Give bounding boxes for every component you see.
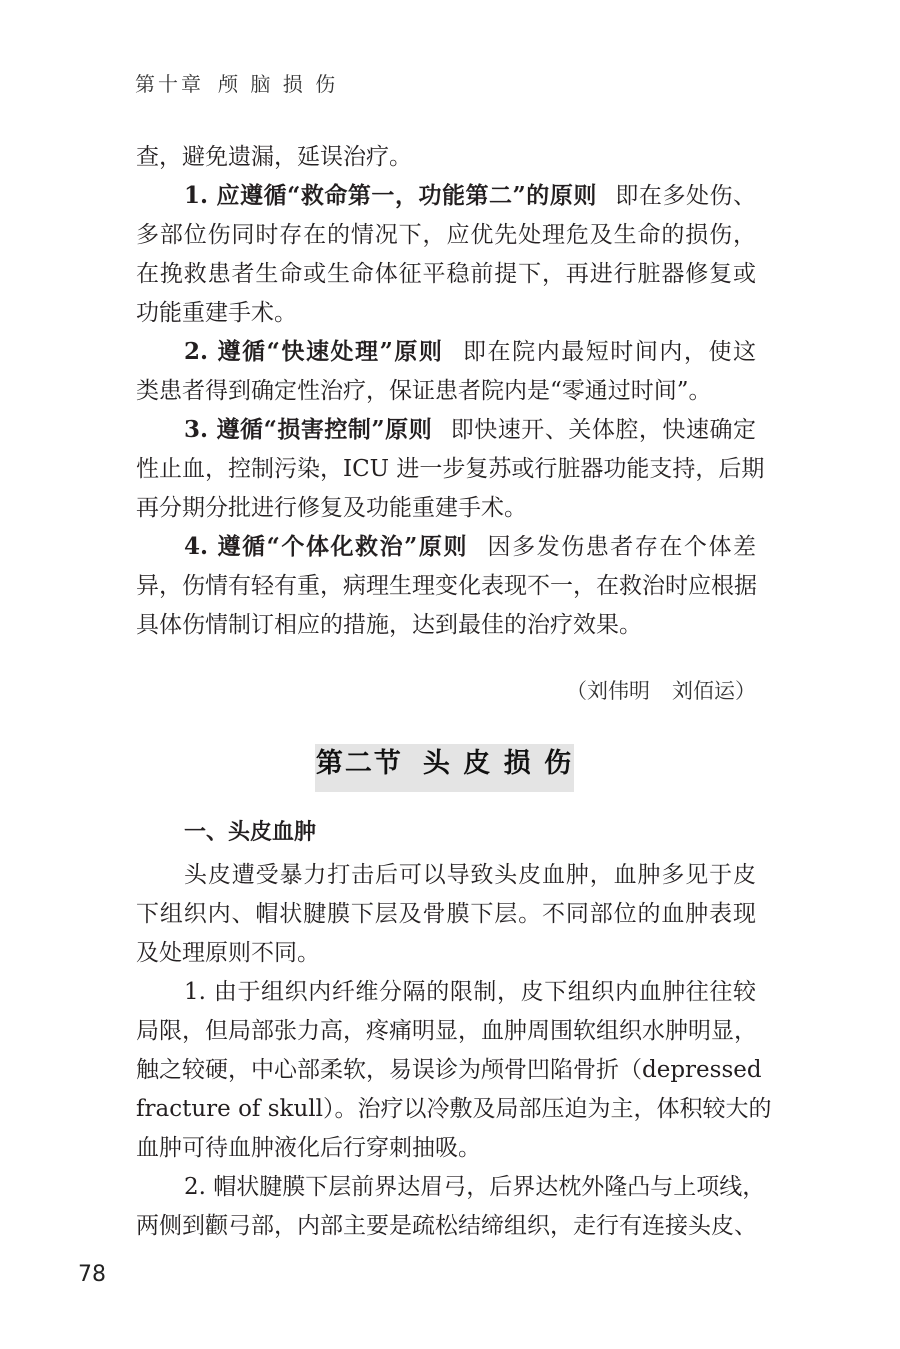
principle-3-line-3: 再分期分批进行修复及功能重建手术。 bbox=[136, 495, 527, 521]
authors-close-paren: ） bbox=[735, 679, 756, 703]
intro-line-1: 头皮遭受暴力打击后可以导致头皮血肿，血肿多见于皮 bbox=[184, 862, 756, 888]
principle-1-line-1 bbox=[184, 181, 756, 211]
item-1-line-1: 1. 由于组织内纤维分隔的限制，皮下组织内血肿往往较 bbox=[184, 979, 756, 1005]
section-name: 头 皮 损 伤 bbox=[422, 748, 574, 779]
principle-4-line-1 bbox=[184, 532, 756, 562]
authors-open-paren: （ bbox=[566, 679, 587, 703]
principle-1-heading: 1. 应遵循“救命第一，功能第二”的原则 bbox=[184, 182, 597, 209]
intro-line-3: 及处理原则不同。 bbox=[136, 940, 320, 966]
principle-1-text: 即在多处伤、 bbox=[614, 183, 757, 209]
item-1-line-5: 血肿可待血肿液化后行穿刺抽吸。 bbox=[136, 1135, 481, 1161]
principle-4-line-2: 异，伤情有轻有重，病理生理变化表现不一，在救治时应根据 bbox=[136, 573, 757, 599]
paragraph-continuation: 查，避免遗漏，延误治疗。 bbox=[136, 144, 412, 170]
running-head-title: 颅 脑 损 伤 bbox=[218, 72, 339, 96]
principle-1-line-3: 在挽救患者生命或生命体征平稳前提下，再进行脏器修复或 bbox=[136, 261, 756, 287]
principle-3-line-1 bbox=[184, 415, 756, 445]
running-head bbox=[135, 68, 338, 97]
principle-4-line-3: 具体伤情制订相应的措施，达到最佳的治疗效果。 bbox=[136, 612, 642, 638]
principle-2-line-2: 类患者得到确定性治疗，保证患者院内是“零通过时间”。 bbox=[136, 378, 712, 404]
principle-3-text: 即快速开、关体腔，快速确定 bbox=[450, 417, 756, 443]
author-name: 刘伟明 bbox=[587, 679, 650, 703]
subsection-heading: 一、头皮血肿 bbox=[184, 820, 317, 845]
principle-2-text: 即在院内最短时间内，使这 bbox=[461, 339, 756, 365]
item-2-line-1: 2. 帽状腱膜下层前界达眉弓，后界达枕外隆凸与上项线， bbox=[184, 1174, 766, 1200]
intro-line-2: 下组织内、帽状腱膜下层及骨膜下层。不同部位的血肿表现 bbox=[136, 901, 756, 927]
section-title bbox=[315, 744, 574, 784]
principle-4-heading: 4. 遵循“个体化救治”原则 bbox=[184, 533, 469, 560]
principle-2-heading: 2. 遵循“快速处理”原则 bbox=[184, 338, 444, 365]
principle-1-line-2: 多部位伤同时存在的情况下，应优先处理危及生命的损伤， bbox=[136, 222, 756, 248]
running-head-chapter: 第十章 bbox=[135, 72, 204, 96]
principle-2-line-1 bbox=[184, 337, 756, 367]
section-number: 第二节 bbox=[315, 748, 403, 779]
item-1-line-4: fracture of skull）。治疗以冷敷及局部压迫为主，体积较大的 bbox=[136, 1096, 772, 1122]
principle-3-line-2: 性止血，控制污染，ICU 进一步复苏或行脏器功能支持，后期 bbox=[136, 456, 765, 482]
item-1-line-3: 触之较硬，中心部柔软，易误诊为颅骨凹陷骨折（depressed bbox=[136, 1057, 762, 1083]
author-name: 刘佰运 bbox=[672, 679, 735, 703]
item-1-line-2: 局限，但局部张力高，疼痛明显，血肿周围软组织水肿明显， bbox=[136, 1018, 757, 1044]
principle-3-heading: 3. 遵循“损害控制”原则 bbox=[184, 416, 433, 443]
principle-4-text: 因多发伤患者存在个体差 bbox=[486, 534, 757, 560]
section-authors bbox=[566, 675, 756, 705]
principle-1-line-4: 功能重建手术。 bbox=[136, 300, 297, 326]
item-2-line-2: 两侧到颧弓部，内部主要是疏松结缔组织，走行有连接头皮、 bbox=[136, 1213, 757, 1239]
page-number: 78 bbox=[78, 1262, 106, 1287]
